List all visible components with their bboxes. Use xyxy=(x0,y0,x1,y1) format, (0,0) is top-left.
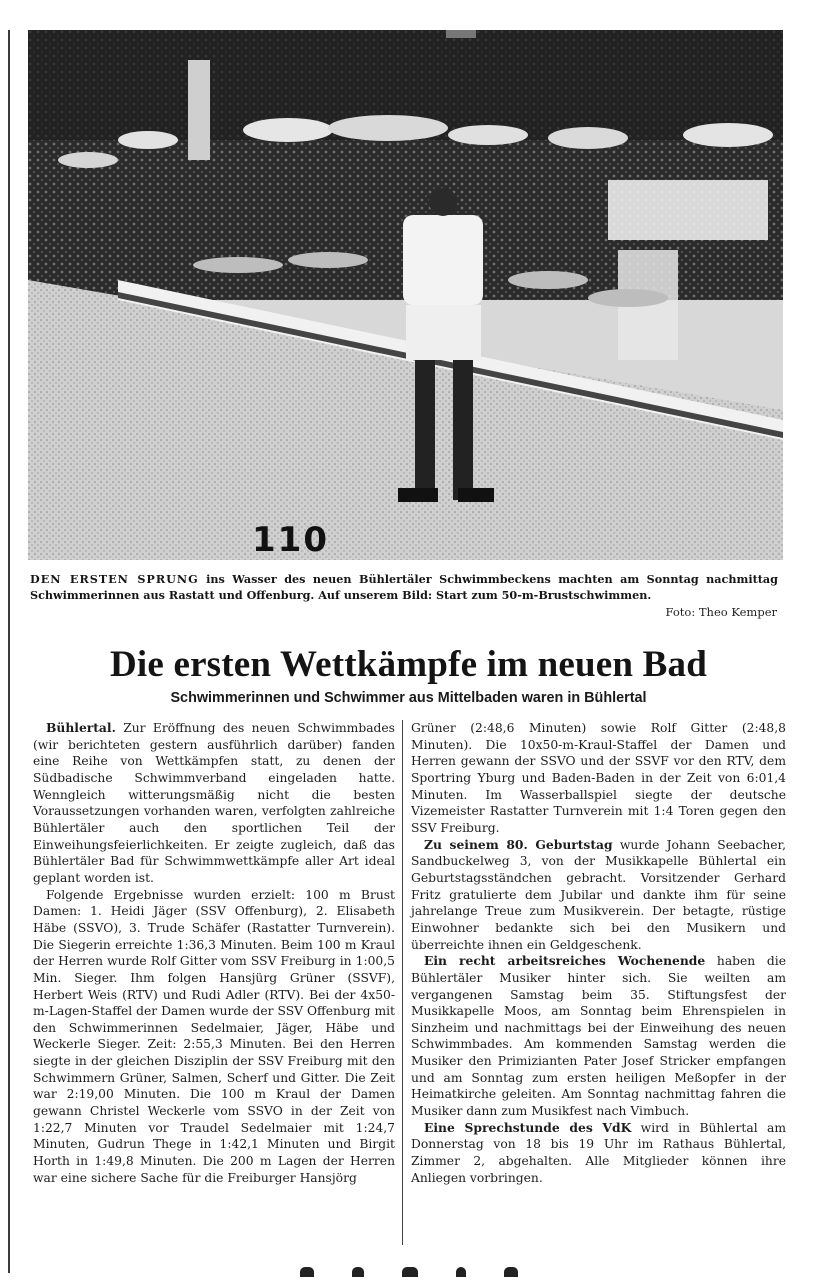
paragraph xyxy=(411,720,786,837)
paragraph-text: haben die Bühlertäler Musiker hinter sich. Sie weilten am vergangenen Samstag beim 35. Stiftungsfest der Musikkapelle Moos, am Sonntag beim Ehrenspielen in Sinzheim und nachmittags bei der Einweihung des neuen Schwimmbades. Am kommenden Samstag werden die Musiker den Primizianten Pater Josef Stricker empfangen und am Sonntag zum ersten heiligen Meßopfer in der Heimatkirche geleiten. Am Sonntag nachmittag fahren die Musiker dann zum Musikfest nach Vimbuch. xyxy=(411,954,786,1119)
news-photo xyxy=(28,30,783,560)
paragraph-lead: Ein recht arbeitsreiches Wochenende xyxy=(424,953,706,969)
paragraph-lead: Zu seinem 80. Geburtstag xyxy=(424,836,613,852)
paragraph xyxy=(411,837,786,954)
next-headline-fragment xyxy=(300,1262,720,1273)
article-column-2 xyxy=(411,720,786,1186)
column-divider xyxy=(402,720,403,1245)
article-headline: Die ersten Wettkämpfe im neuen Bad xyxy=(109,644,708,685)
caption-lead: DEN ERSTEN SPRUNG xyxy=(30,572,199,586)
caption-text: ins Wasser des neuen Bühlertäler Schwimmbeckens machten am Sonntag nachmittag Schwimmerinnen aus Rastatt und Offenburg. Auf unserem Bild: Start zum 50-m-Brustschwimmen. xyxy=(30,572,778,602)
photo-credit: Foto: Theo Kemper xyxy=(665,605,777,619)
paragraph-text: wurde Johann Seebacher, Sandbuckelweg 3, von der Musikkapelle Bühlertal ein Geburtstagsständchen gebracht. Vorsitzender Gerhard Fritz gratulierte dem Jubilar und dankte ihm für seine jahrelange Treue zum Musikverein. Der betagte, rüstige Einwohner bedankte sich bei den Musikern und überreichte ihnen ein Geldgeschenk. xyxy=(411,837,786,952)
photo-number-overlay: 110 xyxy=(252,520,329,560)
paragraph-text: wird in Bühlertal am Donnerstag von 18 bis 19 Uhr im Rathaus Bühlertal, Zimmer 2, abgehalten. Alle Mitglieder können ihre Anliegen vorbringen. xyxy=(411,1120,786,1185)
photo-swimming-pool-start-icon xyxy=(28,30,783,560)
paragraph-lead: Eine Sprechstunde des VdK xyxy=(424,1119,632,1135)
paragraph xyxy=(33,887,395,1187)
paragraph-text: Zur Eröffnung des neuen Schwimmbades (wir berichteten gestern ausführlich darüber) fanden eine Reihe von Wettkämpfen statt, zu denen der Südbadische Schwimmverband eingeladen hatte. Wenngleich witterungsmäßig nicht die besten Voraussetzungen vorhanden waren, verfolgten zahlreiche Bühlertäler auch den sportlichen Teil der Einweihungsfeierlichkeiten. Er zeigte zugleich, daß das Bühlertäler Bad für Schwimmwettkämpfe aller Art ideal geplant worden ist. xyxy=(33,721,395,885)
photo-caption xyxy=(30,572,778,603)
article-column-1 xyxy=(33,720,395,1186)
paragraph-lead: Bühlertal. xyxy=(46,720,116,735)
paragraph xyxy=(33,720,395,887)
paragraph xyxy=(411,953,786,1120)
paragraph-text: Folgende Ergebnisse wurden erzielt: 100 m Brust Damen: 1. Heidi Jäger (SSV Offenburg), 2. Elisabeth Häbe (SSVO), 3. Trude Schäfer (Rastatter Turnverein). Die Siegerin erreichte 1:36,3 Minuten. Beim 100 m Kraul der Herren wurde Rolf Gitter vom SSV Freiburg in 1:00,5 Min. Sieger. Ihm folgen Hansjürg Grüner (SSVF), Herbert Weis (RTV) und Rudi Adler (RTV). Bei der 4x50-m-Lagen-Staffel der Damen wurde der SSV Offenburg mit den Schwimmerinnen Sedelmaier, Jäger, Häbe und Weckerle Sieger. Zeit: 2:55,3 Minuten. Bei den Herren siegte in der gleichen Disziplin der SSV Freiburg mit den Schwimmern Grüner, Salmen, Scherf und Gitter. Die Zeit war 2:19,00 Minuten. Die 100 m Kraul der Damen gewann Christel Weckerle vom SSVO in der Zeit von 1:22,7 Minuten vor Traudel Sedelmaier mit 1:24,7 Minuten, Gudrun Thege in 1:42,1 Minuten und Birgit Horth in 1:49,8 Minuten. Die 200 m Lagen der Herren war eine sichere Sache für die Freiburger Hansjörg xyxy=(33,887,395,1185)
article-subheadline: Schwimmerinnen und Schwimmer aus Mittelbaden waren in Bühlertal xyxy=(170,689,647,706)
paragraph-text: Grüner (2:48,6 Minuten) sowie Rolf Gitter (2:48,8 Minuten). Die 10x50-m-Kraul-Staffel der Damen und Herren gewann der SSVO und der SSVF vor den RTV, dem Sportring Yburg und Baden-Baden in der Zeit von 6:01,4 Minuten. Im Wasserballspiel siegte der deutsche Vizemeister Rastatter Turnverein mit 1:4 Toren gegen den SSV Freiburg. xyxy=(411,721,786,835)
paragraph xyxy=(411,1120,786,1187)
